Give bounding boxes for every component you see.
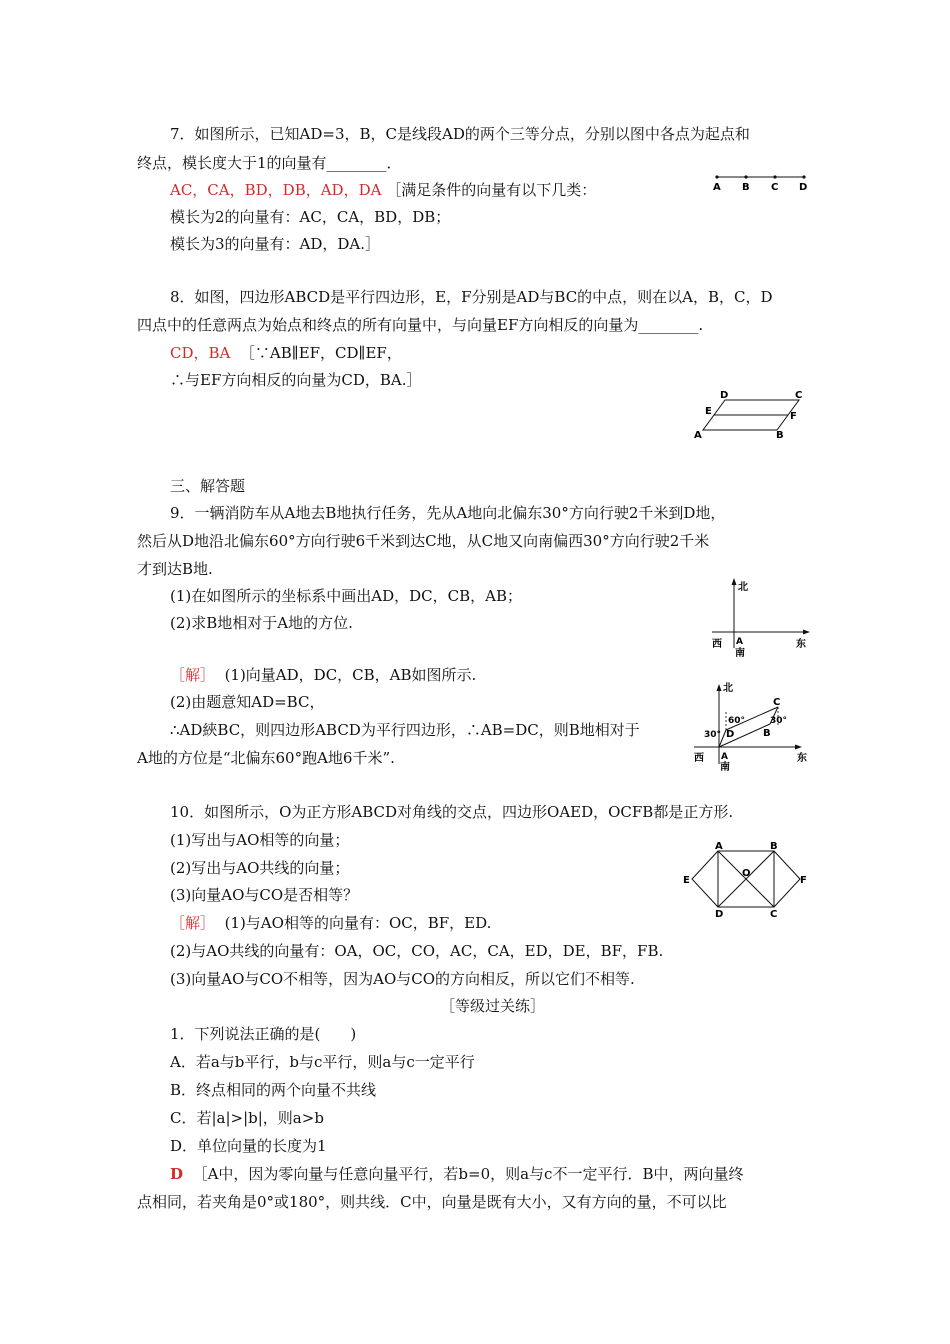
q10-solution-tag: ［解］ <box>170 914 216 932</box>
m1-answer: D <box>170 1165 184 1183</box>
q9-fig2-west: 西 <box>694 753 704 764</box>
q10-label-a: A <box>715 841 723 852</box>
q8-line4: ∴与EF方向相反的向量为CD，BA.］ <box>170 371 422 389</box>
q9-fig2-angle30a: 30° <box>704 730 722 740</box>
q9-line2: 然后从D地沿北偏东60°方向行驶6千米到达C地，从C地又向南偏西30°方向行驶2千米 <box>137 532 710 550</box>
q9-fig1-north: 北 <box>738 582 748 593</box>
q8-label-d: D <box>720 390 729 401</box>
q9-sol2: (2)由题意知AD=BC， <box>170 693 325 711</box>
q9-fig1-a: A <box>736 637 743 647</box>
q10-label-c: C <box>770 909 778 920</box>
q9-line5: (2)求B地相对于A地的方位. <box>170 614 353 632</box>
q9-line4: (1)在如图所示的坐标系中画出AD，DC，CB，AB； <box>170 587 522 605</box>
q10-label-d: D <box>715 909 724 920</box>
q7-label-d: D <box>799 182 808 193</box>
q10-line4: (3)向量AO与CO是否相等？ <box>170 886 359 904</box>
q8-parallelogram-figure <box>690 388 812 442</box>
m1-explanation-line1 <box>170 1163 743 1185</box>
q9-fig1-west: 西 <box>712 639 722 650</box>
q7-label-b: B <box>742 182 750 193</box>
q9-fig2-b: B <box>763 728 771 739</box>
q8-label-a: A <box>694 430 702 441</box>
q10-sol2: (2)与AO共线的向量有：OA，OC，CO，AC，CA，ED，DE，BF，FB. <box>170 942 664 960</box>
q7-answer-line <box>170 179 596 201</box>
q9-fig2-angle30b: 30° <box>770 716 788 726</box>
q8-line2: 四点中的任意两点为始点和终点的所有向量中，与向量EF方向相反的向量为________. <box>137 316 704 334</box>
q9-line3: 才到达B地. <box>137 560 213 578</box>
q10-sol3: (3)向量AO与CO不相等，因为AO与CO的方向相反，所以它们不相等. <box>170 970 635 988</box>
q7-line5: 模长为3的向量有：AD，DA.］ <box>170 235 381 253</box>
q8-label-b: B <box>776 430 784 441</box>
q7-note: ［满足条件的向量有以下几类： <box>386 181 597 199</box>
level-section-title: ［等级过关练］ <box>440 997 546 1015</box>
q8-label-f: F <box>790 411 797 422</box>
q9-fig2-south: 南 <box>720 762 730 772</box>
m1-option-b: B．终点相同的两个向量不共线 <box>170 1081 377 1099</box>
m1-exp2: 点相同，若夹角是0°或180°，则共线．C中，向量是既有大小，又有方向的量，不可以比 <box>137 1193 727 1211</box>
q9-fig1-east: 东 <box>796 639 806 650</box>
section-title: 三、解答题 <box>170 477 246 495</box>
q8-answer: CD，BA <box>170 344 231 362</box>
m1-option-c: C．若|a|>|b|，则a>b <box>170 1109 324 1127</box>
q9-fig2-c: C <box>773 697 781 708</box>
q9-fig2-d: D <box>726 729 735 740</box>
q9-fig1-south: 南 <box>735 648 745 658</box>
q7-line2: 终点，模长度大于1的向量有________． <box>137 154 402 172</box>
q10-line1: 10．如图所示，O为正方形ABCD对角线的交点，四边形OAED，OCFB都是正方形. <box>170 803 734 821</box>
q10-line3: (2)写出与AO共线的向量； <box>170 859 350 877</box>
q8-label-c: C <box>795 390 803 401</box>
q9-solution-tag: ［解］ <box>170 666 216 684</box>
q9-line1: 9．一辆消防车从A地去B地执行任务，先从A地向北偏东30°方向行驶2千米到D地， <box>170 504 726 522</box>
q8-label-e: E <box>705 406 712 417</box>
q10-label-o: O <box>742 868 751 879</box>
q8-answer-line <box>170 342 402 364</box>
q9-solution-figure <box>690 680 814 772</box>
q10-label-f: F <box>800 875 807 886</box>
q9-fig2-north: 北 <box>723 683 733 694</box>
q7-line4: 模长为2的向量有：AC，CA，BD，DB； <box>170 208 451 226</box>
q9-fig2-a: A <box>721 752 728 762</box>
q9-fig2-angle60: 60° <box>728 716 746 726</box>
q7-segment-figure <box>710 172 810 194</box>
q7-label-c: C <box>771 182 779 193</box>
m1-stem: 1．下列说法正确的是( ) <box>170 1025 357 1043</box>
q9-sol3: ∴AD綊BC，则四边形ABCD为平行四边形，∴AB=DC，则B地相对于 <box>170 721 640 739</box>
q9-sol4: A地的方位是“北偏东60°跑A地6千米”. <box>137 749 395 767</box>
q9-axes-figure <box>708 576 818 658</box>
q7-answer: AC，CA，BD，DB，AD，DA <box>170 181 382 199</box>
q10-squares-figure <box>680 840 810 920</box>
m1-option-d: D．单位向量的长度为1 <box>170 1137 327 1155</box>
q10-sol1: (1)与AO相等的向量有：OC，BF，ED. <box>224 914 492 932</box>
q10-label-b: B <box>770 841 778 852</box>
m1-option-a: A．若a与b平行，b与c平行，则a与c一定平行 <box>170 1053 475 1071</box>
q9-sol1-line <box>170 664 476 686</box>
q10-sol1-line <box>170 912 491 934</box>
q8-line1: 8．如图，四边形ABCD是平行四边形，E，F分别是AD与BC的中点，则在以A，B，C，D <box>170 288 773 306</box>
q7-line1: 7．如图所示，已知AD=3，B，C是线段AD的两个三等分点，分别以图中各点为起点和 <box>170 125 750 143</box>
q9-sol1: (1)向量AD，DC，CB，AB如图所示. <box>224 666 477 684</box>
q7-label-a: A <box>713 182 721 193</box>
q8-note: ［∵AB∥EF，CD∥EF， <box>239 344 402 362</box>
q10-label-e: E <box>683 875 690 886</box>
q10-line2: (1)写出与AO相等的向量； <box>170 831 350 849</box>
m1-exp1: ［A中，因为零向量与任意向量平行，若b=0，则a与c不一定平行．B中，两向量终 <box>192 1165 744 1183</box>
q9-fig2-east: 东 <box>797 753 807 764</box>
